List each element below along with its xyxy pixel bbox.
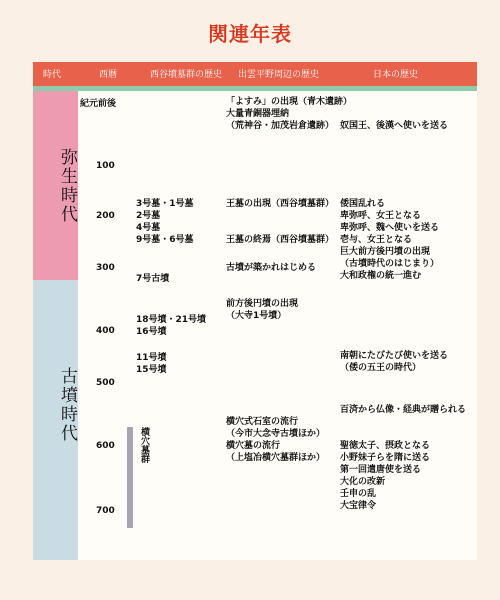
japan-entry: 百済から仏像・経典が贈られる [340, 405, 467, 415]
era-label-kofun: 古墳時代 [57, 367, 77, 443]
nishidani-entry: 7号古墳 [136, 274, 170, 284]
header-japan-history: 日本の歴史 [373, 70, 419, 80]
izumo-entry: 古墳が築かれはじめる [226, 263, 317, 273]
izumo-entry: 横穴式石室の流行 （今市大念寺古墳ほか） 横穴墓の流行 （上塩冶横穴墓群ほか） [226, 417, 326, 463]
nishidani-entry: 11号墳 15号墳 [136, 353, 167, 375]
header-year: 西暦 [99, 70, 118, 80]
year-400: 400 [96, 326, 115, 336]
header-nishidani-history: 西谷墳墓群の歴史 [150, 70, 223, 80]
izumo-entry: 「よすみ」の出現（青木遺跡） 大量青銅器埋納 （荒神谷・加茂岩倉遺跡） [226, 97, 353, 131]
yokoana-label: 横穴墓群 [139, 427, 149, 463]
year-100: 100 [96, 161, 115, 171]
izumo-entry: 王墓の終焉（西谷墳墓群） [226, 235, 335, 245]
era-band-yayoi [33, 91, 78, 280]
japan-entry: 南朝にたびたび使いを送る （倭の五王の時代） [340, 351, 449, 373]
izumo-entry: 前方後円墳の出現 （大寺1号墳） [226, 299, 299, 321]
header-divider [33, 86, 477, 91]
year-500: 500 [96, 378, 115, 388]
japan-entry: 倭国乱れる 卑弥呼、女王となる 卑弥呼、魏へ使いを送る 壱与、女王となる 巨大前方後円墳の出現 （古墳時代のはじまり） 大和政権の統一進む [340, 199, 440, 281]
year-start: 紀元前後 [80, 99, 117, 109]
table-header [33, 62, 477, 86]
japan-entry: 奴国王、後漢へ使いを送る [340, 121, 449, 131]
year-700: 700 [96, 506, 115, 516]
year-200: 200 [96, 211, 115, 221]
header-izumo-history: 出雲平野周辺の歴史 [238, 70, 320, 80]
header-era: 時代 [43, 70, 62, 80]
japan-entry: 聖徳太子、摂政となる 小野妹子らを隋に送る 第一回遣唐使を送る 大化の改新 壬申の乱 大宝律令 [340, 441, 431, 511]
era-label-yayoi: 弥生時代 [57, 148, 77, 224]
nishidani-entry: 18号墳・21号墳 16号墳 [136, 315, 207, 337]
era-band-kofun [33, 280, 78, 560]
izumo-entry: 王墓の出現（西谷墳墓群） [226, 199, 335, 209]
yokoana-period-bar [127, 427, 133, 528]
year-300: 300 [96, 263, 115, 273]
year-600: 600 [96, 441, 115, 451]
page-title: 関連年表 [208, 22, 292, 46]
nishidani-entry: 3号墓・1号墓 2号墓 4号墓 9号墓・6号墓 [136, 199, 194, 245]
